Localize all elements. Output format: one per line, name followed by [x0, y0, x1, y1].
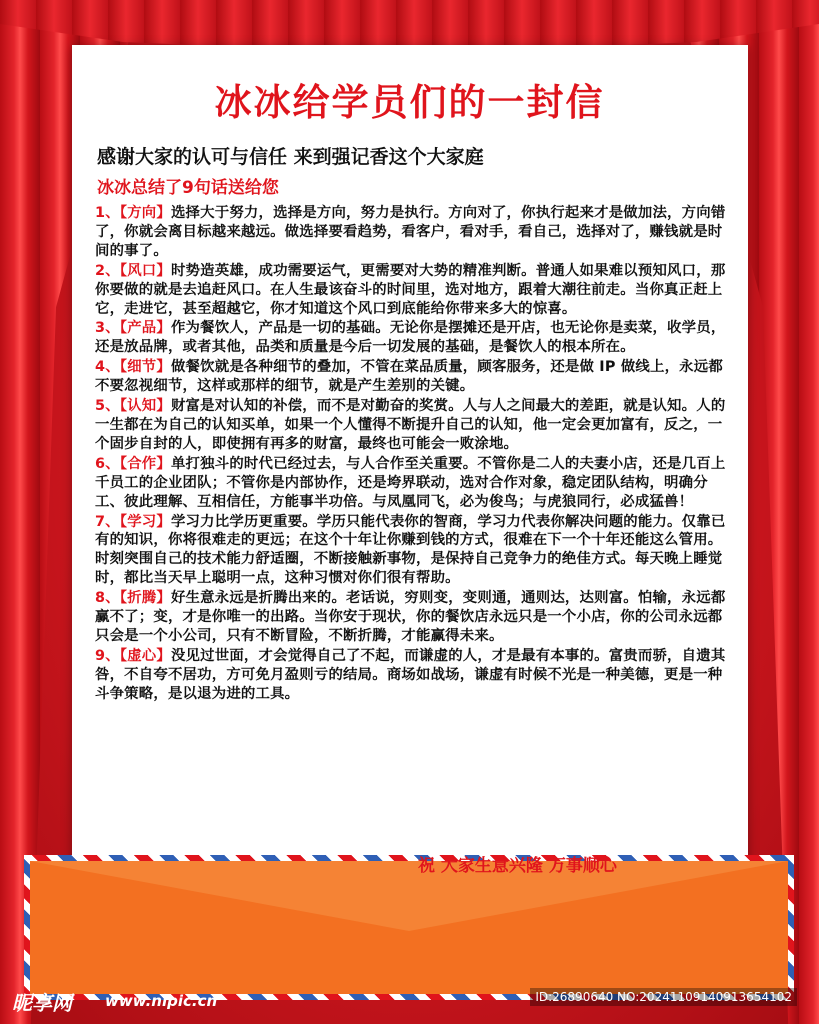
list-item [95, 262, 727, 319]
watermark-brand: 昵享网 [12, 991, 72, 1015]
point-tag: 4、【细节】 [95, 359, 171, 376]
point-text: 作为餐饮人，产品是一切的基础。无论你是摆摊还是开店，也无论你是卖菜，收学员，还是放品牌，或者其他，品类和质量是今后一切发展的基础，是餐饮人的根本所在。 [95, 320, 726, 356]
point-tag: 7、【学习】 [95, 513, 171, 530]
page-title: 冰冰给学员们的一封信 [214, 81, 605, 124]
point-tag: 5、【认知】 [95, 398, 171, 415]
list-item [95, 647, 727, 704]
point-text: 没见过世面，才会觉得自己了不起，而谦虚的人，才是最有本事的。富贵而骄，自遗其咎，不自夸不居功，方可免月盈则亏的结局。商场如战场，谦虚有时候不光是一种美德，更是一种斗争策略，是以退为进的工具。 [95, 647, 726, 702]
point-tag: 2、【风口】 [95, 262, 171, 279]
lead-line: 冰冰总结了9句话送给您 [97, 178, 279, 198]
list-item [95, 358, 727, 396]
point-text: 财富是对认知的补偿，而不是对勤奋的奖赏。人与人之间最大的差距，就是认知。人的一生都在为自己的认知买单，如果一个人懂得不断提升自己的认知，他一定会更加富有，反之，一个固步自封的人，即使拥有再多的财富，最终也可能会一败涂地。 [95, 398, 726, 452]
subtitle: 感谢大家的认可与信任 来到强记香这个大家庭 [97, 146, 484, 168]
list-item [95, 455, 727, 512]
list-item [95, 319, 727, 357]
watermark-url: www.nipic.cn [105, 992, 218, 1010]
list-item [95, 589, 727, 646]
point-tag: 8、【折腾】 [95, 590, 171, 607]
point-tag: 6、【合作】 [95, 455, 171, 472]
point-text: 单打独斗的时代已经过去，与人合作至关重要。不管你是二人的夫妻小店，还是几百上千员工的企业团队；不管你是内部协作，还是垮界联动，选对合作对象，稳定团队结构，明确分工、彼此理解、互相信任，方能事半功倍。与凤凰同飞，必为俊鸟；与虎狼同行，必成猛兽！ [95, 455, 726, 510]
point-text: 做餐饮就是各种细节的叠加，不管在菜品质量，顾客服务，还是做 IP 做线上，永远都不要忽视细节，这样或那样的细节，就是产生差别的关键。 [95, 359, 723, 395]
watermark-id: ID:26890640 NO:20241109140913654102 [530, 988, 797, 1006]
point-tag: 3、【产品】 [95, 320, 171, 337]
point-text: 时势造英雄，成功需要运气，更需要对大势的精准判断。普通人如果难以预知风口，那你要做的就是去追赶风口。在人生最该奋斗的时间里，选对地方，跟着大潮往前走。当你真正赶上它，走进它，甚至超越它，你才知道这个风口到底能给你带来多大的惊喜。 [95, 262, 726, 317]
point-tag: 9、【虚心】 [95, 647, 171, 664]
points-list [95, 204, 727, 705]
point-text: 好生意永远是折腾出来的。老话说，穷则变，变则通，通则达，达则富。怕输，永远都赢不了；变，才是你唯一的出路。当你安于现状，你的餐饮店永远只是一个小店，你的公司永远都只会是一个小公司，只有不断冒险，不断折腾，才能赢得未来。 [95, 590, 726, 644]
envelope-airmail-border [24, 855, 794, 1000]
point-tag: 1、【方向】 [95, 205, 171, 221]
list-item [95, 397, 727, 454]
list-item [95, 513, 727, 589]
list-item [95, 204, 727, 261]
closing-wish: 祝 大家生意兴隆 万事顺心 [418, 856, 617, 876]
point-text: 选择大于努力，选择是方向，努力是执行。方向对了，你执行起来才是做加法，方向错了，你就会离目标越来越远。做选择要看趋势，看客户，看对手，看自己，选择对了，赚钱就是时间的事了。 [95, 205, 726, 259]
point-text: 学习力比学历更重要。学历只能代表你的智商，学习力代表你解决问题的能力。仅靠已有的知识，你将很难走的更远；在这个十年让你赚到钱的方式，很难在下一个十年还能这么管用。时刻突围自己的技术能力舒适圈，不断接触新事物，是保持自己竞争力的绝佳方式。每天晚上睡觉时，都比当天早上聪明一点，这种习惯对你们很有帮助。 [95, 513, 726, 587]
